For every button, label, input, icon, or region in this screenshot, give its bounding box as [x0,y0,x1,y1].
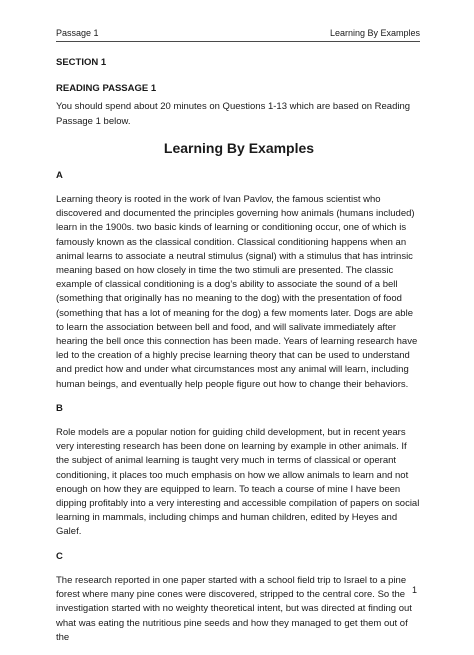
page-body [56,56,422,655]
header-title: Learning By Examples [329,28,420,38]
paragraph-letter-a: A [56,169,63,181]
page-number: 1 [412,585,418,595]
header-passage-label: Passage 1 [56,28,99,38]
passage-title: Learning By Examples [163,139,315,156]
instructions-text: You should spend about 20 minutes on Questions 1-13 which are based on Reading Passage 1 below. [56,101,411,127]
paragraph-letter-b: B [56,402,63,414]
reading-passage-heading: READING PASSAGE 1 [56,83,157,95]
paragraph-b: Role models are a popular notion for guiding child development, but in recent years very interesting research has been done on learning by example in other animals. If the subject of animal learning is taught very much in terms of classical or operant conditioning, it places too much emphasis on how we allow animals to learn and not enough on how they are equipped to learn. To teach a course of mine I have been dipping profitably into a very interesting and accessible compilation of papers on social learning in mammals, including chimps and human children, edited by Heyes and Galef. [56,427,420,538]
paragraph-c: The research reported in one paper started with a school field trip to Israel to a pine forest where many pine cones were discovered, stripped to the central core. So the investigation started with no weighty theoretical intent, but was directed at finding out what was eating the nutritious pine seeds and how they managed to get them out of the [56,574,412,643]
section-heading: SECTION 1 [56,57,107,68]
paragraph-letter-c: C [56,550,63,562]
paragraph-a: Learning theory is rooted in the work of Ivan Pavlov, the famous scientist who discovered and documented the principles governing how animals (humans included) learn in the 1900s. two basic kinds of learning or conditioning occur, one of which is famously known as the classical condition. Classical conditioning happens when an animal learns to associate a neutral stimulus (signal) with a stimulus that has intrinsic meaning based on how closely in time the two stimuli are presented. The classic example of classical conditioning is a dog’s ability to associate the sound of a bell (something that originally has no meaning to the dog) with the presentation of food (something that has a lot of meaning for the dog) a few moments later. Dogs are able to learn the association between bell and food, and will salivate immediately after hearing the bell once this connection has been made. Years of learning research have led to the creation of a highly precise learning theory that can be used to understand and predict how and under what circumstances most any animal will learn, including human beings, and eventually help people figure out how to change their behaviors. [56,194,418,390]
header-divider [56,41,420,42]
page-header [56,28,420,39]
